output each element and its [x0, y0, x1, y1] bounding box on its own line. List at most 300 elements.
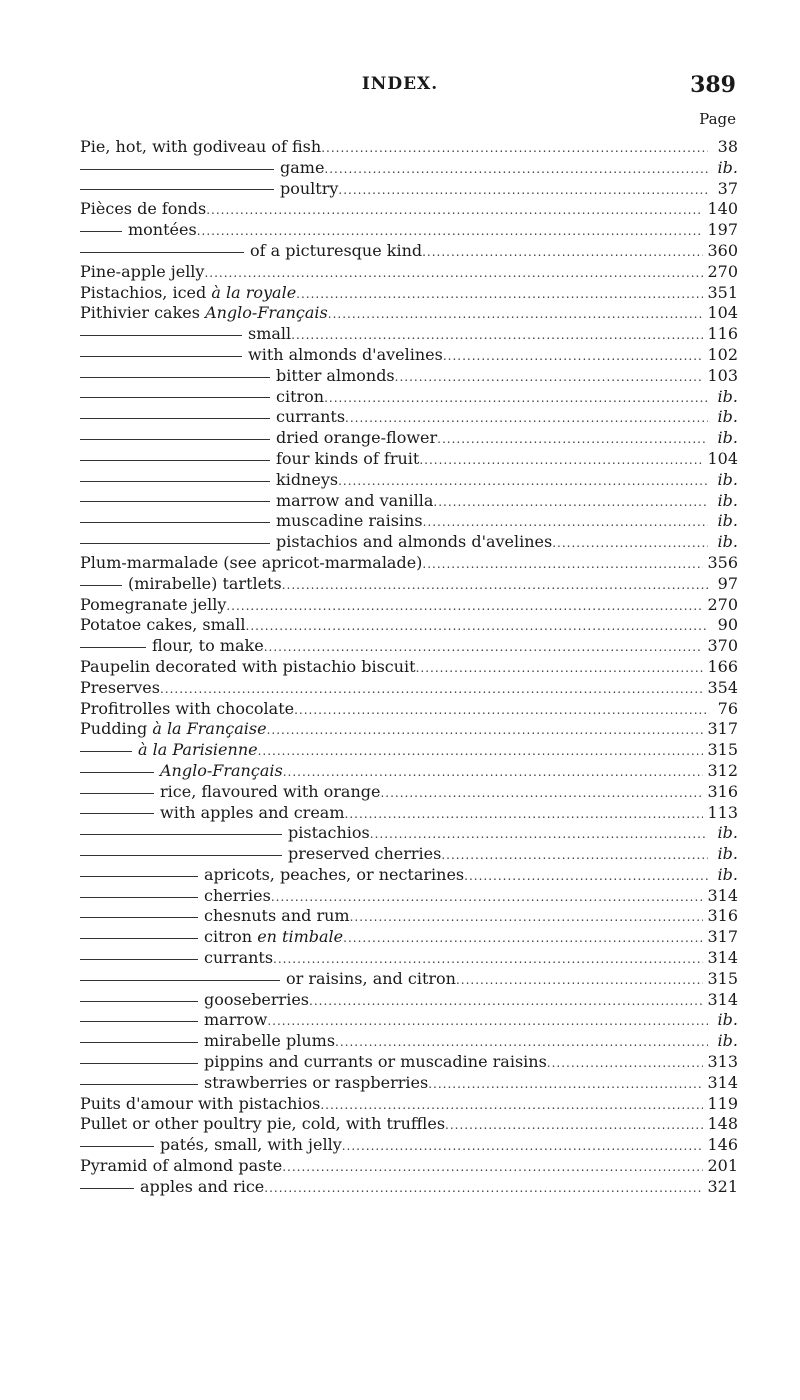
entry-page-ref: ib. — [717, 823, 738, 843]
index-entry — [80, 428, 738, 449]
entry-text — [276, 532, 552, 553]
index-entry — [80, 636, 738, 657]
index-entry — [80, 532, 738, 553]
entry-label: kidneys — [276, 469, 339, 489]
dot-leader — [416, 658, 704, 678]
entry-text — [128, 220, 197, 241]
dot-leader — [273, 949, 703, 969]
dot-leader — [267, 720, 704, 740]
ditto-dash — [80, 1063, 198, 1064]
entry-text — [286, 969, 456, 990]
entry-page-ref: 356 — [707, 552, 738, 572]
entry-text — [140, 1177, 264, 1198]
entry-label: currants — [204, 948, 274, 968]
index-entry — [80, 470, 738, 491]
entry-label: pistachios — [288, 823, 370, 843]
entry-label-italic: à la Parisienne — [138, 740, 258, 760]
ditto-dash — [80, 356, 242, 357]
index-entry — [80, 574, 738, 595]
index-entry — [80, 449, 738, 470]
ditto-dash — [80, 751, 132, 752]
ditto-dash — [80, 647, 146, 648]
ditto-dash — [80, 252, 244, 253]
entry-text — [160, 761, 283, 782]
entry-text — [160, 782, 380, 803]
entry-page-ref: 102 — [707, 344, 738, 364]
entry-page-ref: 116 — [707, 324, 738, 344]
entry-label: apricots, peaches, or nectarines — [204, 864, 465, 884]
entry-page-ref: 317 — [707, 719, 738, 739]
index-entry — [80, 137, 738, 158]
entry-text — [80, 678, 160, 699]
entry-page-ref: ib. — [717, 428, 738, 448]
index-entry — [80, 366, 738, 387]
entry-text — [276, 428, 437, 449]
dot-leader — [345, 408, 708, 428]
index-entry — [80, 927, 738, 948]
index-entry — [80, 303, 738, 324]
index-entry — [80, 823, 738, 844]
entry-text — [288, 844, 441, 865]
dot-leader — [441, 845, 708, 865]
entry-label: Pomegranate jelly — [80, 594, 227, 614]
index-entry-list — [80, 137, 738, 1198]
dot-leader — [380, 783, 703, 803]
index-entry — [80, 1010, 738, 1031]
dot-leader — [296, 284, 703, 304]
entry-text — [204, 948, 273, 969]
ditto-dash — [80, 980, 280, 981]
index-entry — [80, 740, 738, 761]
entry-page-ref: 314 — [707, 948, 738, 968]
index-entry — [80, 969, 738, 990]
ditto-dash — [80, 793, 154, 794]
index-entry — [80, 886, 738, 907]
entry-text — [248, 345, 443, 366]
entry-text — [276, 407, 345, 428]
dot-leader — [328, 304, 704, 324]
entry-text — [80, 283, 296, 304]
ditto-dash — [80, 439, 270, 440]
entry-page-ref: 321 — [707, 1176, 738, 1196]
dot-leader — [445, 1115, 703, 1135]
dot-leader — [264, 1178, 703, 1198]
entry-page-ref: ib. — [717, 469, 738, 489]
index-entry — [80, 844, 738, 865]
entry-page-ref: 315 — [707, 740, 738, 760]
ditto-dash — [80, 1084, 198, 1085]
entry-label: game — [280, 157, 325, 177]
entry-page-ref: 270 — [707, 594, 738, 614]
entry-text — [250, 241, 422, 262]
entry-label: Preserves — [80, 677, 160, 697]
entry-label: Puits d'amour with pistachios — [80, 1093, 321, 1113]
entry-text — [80, 1156, 282, 1177]
ditto-dash — [80, 917, 198, 918]
ditto-dash — [80, 938, 198, 939]
entry-page-ref: 103 — [707, 365, 738, 385]
entry-text — [80, 199, 206, 220]
index-entry — [80, 179, 738, 200]
entry-page-ref: 370 — [707, 636, 738, 656]
entry-text — [276, 491, 433, 512]
ditto-dash — [80, 834, 282, 835]
dot-leader — [345, 804, 704, 824]
entry-label: Pie, hot, with godiveau of fish — [80, 137, 322, 156]
entry-text — [80, 553, 422, 574]
dot-leader — [291, 325, 703, 345]
entry-text — [80, 699, 294, 720]
entry-text — [280, 158, 324, 179]
entry-label: mirabelle plums — [204, 1031, 336, 1051]
entry-page-ref: 316 — [707, 781, 738, 801]
entry-label: Paupelin decorated with pistachio biscuit — [80, 656, 416, 676]
dot-leader — [437, 429, 708, 449]
index-entry — [80, 283, 738, 304]
ditto-dash — [80, 897, 198, 898]
entry-page-ref: 90 — [717, 615, 738, 635]
dot-leader — [226, 596, 703, 616]
entry-page-ref: ib. — [717, 864, 738, 884]
entry-text — [204, 927, 343, 948]
dot-leader — [419, 450, 703, 470]
index-entry — [80, 615, 738, 636]
entry-page-ref: 166 — [707, 656, 738, 676]
entry-label: apples and rice — [140, 1176, 265, 1196]
ditto-dash — [80, 772, 154, 773]
dot-leader — [350, 907, 704, 927]
entry-text — [204, 1073, 428, 1094]
page-number: 389 — [690, 72, 736, 98]
dot-leader — [464, 866, 708, 886]
running-title: INDEX. — [361, 74, 439, 94]
entry-text — [204, 865, 464, 886]
entry-text — [160, 803, 345, 824]
entry-label: (mirabelle) tartlets — [128, 573, 282, 593]
entry-page-ref: 140 — [707, 199, 738, 219]
entry-page-ref: 314 — [707, 1072, 738, 1092]
dot-leader — [342, 1136, 704, 1156]
index-entry — [80, 387, 738, 408]
entry-page-ref: 38 — [717, 137, 738, 156]
ditto-dash — [80, 1042, 198, 1043]
entry-page-ref: ib. — [717, 490, 738, 510]
entry-label: or raisins, and citron — [286, 968, 456, 988]
entry-label: pistachios and almonds d'avelines — [276, 532, 553, 552]
entry-page-ref: 313 — [707, 1052, 738, 1072]
ditto-dash — [80, 959, 198, 960]
dot-leader — [267, 1011, 708, 1031]
entry-page-ref: 270 — [707, 261, 738, 281]
index-entry — [80, 1156, 738, 1177]
entry-page-ref: 316 — [707, 906, 738, 926]
dot-leader — [282, 1157, 703, 1177]
entry-label-italic: en timbale — [257, 927, 344, 947]
index-entry — [80, 1094, 738, 1115]
entry-label: marrow and vanilla — [276, 490, 434, 510]
index-entry — [80, 407, 738, 428]
index-entry — [80, 761, 738, 782]
entry-label: citron — [276, 386, 325, 406]
entry-page-ref: 76 — [717, 698, 738, 718]
ditto-dash — [80, 231, 122, 232]
dot-leader — [343, 928, 703, 948]
entry-label: flour, to make — [152, 636, 264, 656]
entry-text — [80, 303, 328, 324]
index-entry — [80, 699, 738, 720]
entry-label: Plum-marmalade (see apricot-marmalade) — [80, 552, 423, 572]
entry-text — [80, 137, 321, 158]
entry-label: rice, flavoured with orange — [160, 781, 381, 801]
index-entry — [80, 220, 738, 241]
ditto-dash — [80, 335, 242, 336]
dot-leader — [197, 221, 704, 241]
entry-label: small — [248, 324, 292, 344]
index-entry — [80, 948, 738, 969]
entry-page-ref: ib. — [717, 1031, 738, 1051]
dot-leader — [370, 824, 708, 844]
ditto-dash — [80, 1188, 134, 1189]
entry-label: bitter almonds — [276, 365, 395, 385]
entry-label: Pudding — [80, 719, 153, 739]
entry-page-ref: ib. — [717, 386, 738, 406]
index-entry — [80, 803, 738, 824]
entry-label: poultry — [280, 178, 339, 198]
index-entry — [80, 657, 738, 678]
entry-page-ref: 97 — [717, 573, 738, 593]
entry-label: patés, small, with jelly — [160, 1135, 342, 1155]
ditto-dash — [80, 522, 270, 523]
dot-leader — [206, 200, 703, 220]
entry-label: Pistachios, iced — [80, 282, 212, 302]
dot-leader — [428, 1074, 703, 1094]
entry-label: strawberries or raspberries — [204, 1072, 429, 1092]
entry-text — [80, 615, 246, 636]
entry-label: pippins and currants or muscadine raisins — [204, 1052, 547, 1072]
ditto-dash — [80, 1021, 198, 1022]
dot-leader — [258, 741, 704, 761]
entry-page-ref: 312 — [707, 760, 738, 780]
entry-text — [80, 719, 267, 740]
dot-leader — [246, 616, 708, 636]
entry-label-italic: à la Française — [152, 719, 267, 739]
entry-text — [204, 1010, 267, 1031]
dot-leader — [309, 991, 703, 1011]
entry-page-ref: 104 — [707, 303, 738, 323]
entry-page-ref: 351 — [707, 282, 738, 302]
entry-text — [288, 823, 370, 844]
index-entry — [80, 491, 738, 512]
ditto-dash — [80, 481, 270, 482]
entry-text — [80, 1094, 320, 1115]
index-entry — [80, 678, 738, 699]
entry-label: gooseberries — [204, 989, 309, 1009]
entry-page-ref: 113 — [707, 802, 738, 822]
entry-label-italic: Anglo-Français — [205, 303, 328, 323]
entry-label: Profitrolles with chocolate — [80, 698, 295, 718]
entry-text — [276, 449, 419, 470]
dot-leader — [395, 367, 704, 387]
entry-label: marrow — [204, 1010, 268, 1030]
ditto-dash — [80, 585, 122, 586]
ditto-dash — [80, 1001, 198, 1002]
entry-text — [248, 324, 291, 345]
entry-label: four kinds of fruit — [276, 448, 420, 468]
entry-text — [204, 1052, 547, 1073]
entry-text — [80, 262, 204, 283]
dot-leader — [321, 138, 708, 158]
entry-text — [138, 740, 258, 761]
index-entry — [80, 990, 738, 1011]
entry-label: with almonds d'avelines — [248, 344, 443, 364]
dot-leader — [422, 554, 703, 574]
ditto-dash — [80, 460, 270, 461]
entry-page-ref: ib. — [717, 532, 738, 552]
entry-text — [276, 511, 423, 532]
index-entry — [80, 595, 738, 616]
ditto-dash — [80, 1146, 154, 1147]
index-entry — [80, 158, 738, 179]
entry-page-ref: ib. — [717, 157, 738, 177]
entry-label: with apples and cream — [160, 802, 345, 822]
page-header — [0, 72, 800, 102]
dot-leader — [335, 1032, 708, 1052]
dot-leader — [338, 471, 708, 491]
index-entry — [80, 865, 738, 886]
dot-leader — [338, 180, 708, 200]
dot-leader — [282, 575, 708, 595]
dot-leader — [552, 533, 708, 553]
entry-page-ref: 201 — [707, 1156, 738, 1176]
dot-leader — [324, 388, 708, 408]
dot-leader — [433, 492, 708, 512]
dot-leader — [443, 346, 704, 366]
entry-text — [80, 657, 416, 678]
entry-text — [204, 990, 309, 1011]
entry-text — [128, 574, 282, 595]
dot-leader — [264, 637, 704, 657]
entry-label: montées — [128, 220, 197, 240]
entry-page-ref: 197 — [707, 220, 738, 240]
entry-text — [204, 1031, 335, 1052]
ditto-dash — [80, 855, 282, 856]
index-entry — [80, 324, 738, 345]
entry-label: muscadine raisins — [276, 511, 423, 531]
ditto-dash — [80, 397, 270, 398]
dot-leader — [160, 679, 704, 699]
index-entry — [80, 782, 738, 803]
entry-page-ref: 314 — [707, 885, 738, 905]
entry-label: cherries — [204, 885, 271, 905]
entry-page-ref: ib. — [717, 1010, 738, 1030]
index-entry — [80, 1177, 738, 1198]
dot-leader — [324, 159, 708, 179]
entry-text — [160, 1135, 342, 1156]
index-entry — [80, 1073, 738, 1094]
ditto-dash — [80, 813, 154, 814]
index-entry — [80, 262, 738, 283]
dot-leader — [456, 970, 704, 990]
entry-page-ref: 37 — [717, 178, 738, 198]
entry-text — [280, 179, 338, 200]
entry-page-ref: 148 — [707, 1114, 738, 1134]
ditto-dash — [80, 876, 198, 877]
entry-label: preserved cherries — [288, 844, 442, 864]
index-entry — [80, 511, 738, 532]
entry-page-ref: 119 — [707, 1093, 738, 1113]
entry-page-ref: 360 — [707, 240, 738, 260]
entry-label: Pyramid of almond paste — [80, 1156, 283, 1176]
index-entry — [80, 553, 738, 574]
dot-leader — [547, 1053, 704, 1073]
entry-label: currants — [276, 407, 346, 427]
dot-leader — [294, 700, 708, 720]
ditto-dash — [80, 501, 270, 502]
entry-label-italic: à la royale — [211, 282, 297, 302]
entry-page-ref: ib. — [717, 844, 738, 864]
ditto-dash — [80, 189, 274, 190]
entry-page-ref: 354 — [707, 677, 738, 697]
index-entry — [80, 719, 738, 740]
entry-label: citron — [204, 927, 258, 947]
entry-label: Potatoe cakes, small — [80, 615, 246, 635]
page-column-label: Page — [699, 110, 736, 128]
entry-text — [152, 636, 264, 657]
index-entry — [80, 199, 738, 220]
index-entry — [80, 1052, 738, 1073]
entry-page-ref: 104 — [707, 448, 738, 468]
ditto-dash — [80, 169, 274, 170]
entry-text — [204, 886, 271, 907]
entry-text — [80, 1114, 445, 1135]
dot-leader — [204, 263, 703, 283]
entry-text — [276, 470, 338, 491]
index-entry — [80, 1135, 738, 1156]
dot-leader — [422, 242, 703, 262]
entry-label: dried orange-flower — [276, 428, 438, 448]
dot-leader — [271, 887, 704, 907]
index-entry — [80, 241, 738, 262]
entry-page-ref: 315 — [707, 968, 738, 988]
entry-label: Pièces de fonds — [80, 199, 207, 219]
entry-text — [276, 387, 324, 408]
entry-label: Pithivier cakes — [80, 303, 206, 323]
index-entry — [80, 1114, 738, 1135]
ditto-dash — [80, 377, 270, 378]
entry-label: of a picturesque kind — [250, 240, 423, 260]
ditto-dash — [80, 418, 270, 419]
entry-text — [80, 595, 226, 616]
entry-page-ref: ib. — [717, 511, 738, 531]
index-entry — [80, 345, 738, 366]
ditto-dash — [80, 543, 270, 544]
entry-page-ref: 314 — [707, 989, 738, 1009]
entry-label: Pullet or other poultry pie, cold, with truffles — [80, 1114, 446, 1134]
dot-leader — [320, 1095, 703, 1115]
dot-leader — [283, 762, 704, 782]
entry-page-ref: ib. — [717, 407, 738, 427]
index-entry — [80, 906, 738, 927]
entry-label: chesnuts and rum — [204, 906, 350, 926]
entry-text — [276, 366, 395, 387]
entry-text — [204, 906, 350, 927]
entry-page-ref: 317 — [707, 927, 738, 947]
entry-label: Pine-apple jelly — [80, 261, 205, 281]
index-entry — [80, 1031, 738, 1052]
entry-page-ref: 146 — [707, 1135, 738, 1155]
dot-leader — [423, 512, 708, 532]
entry-label-italic: Anglo-Français — [160, 760, 283, 780]
